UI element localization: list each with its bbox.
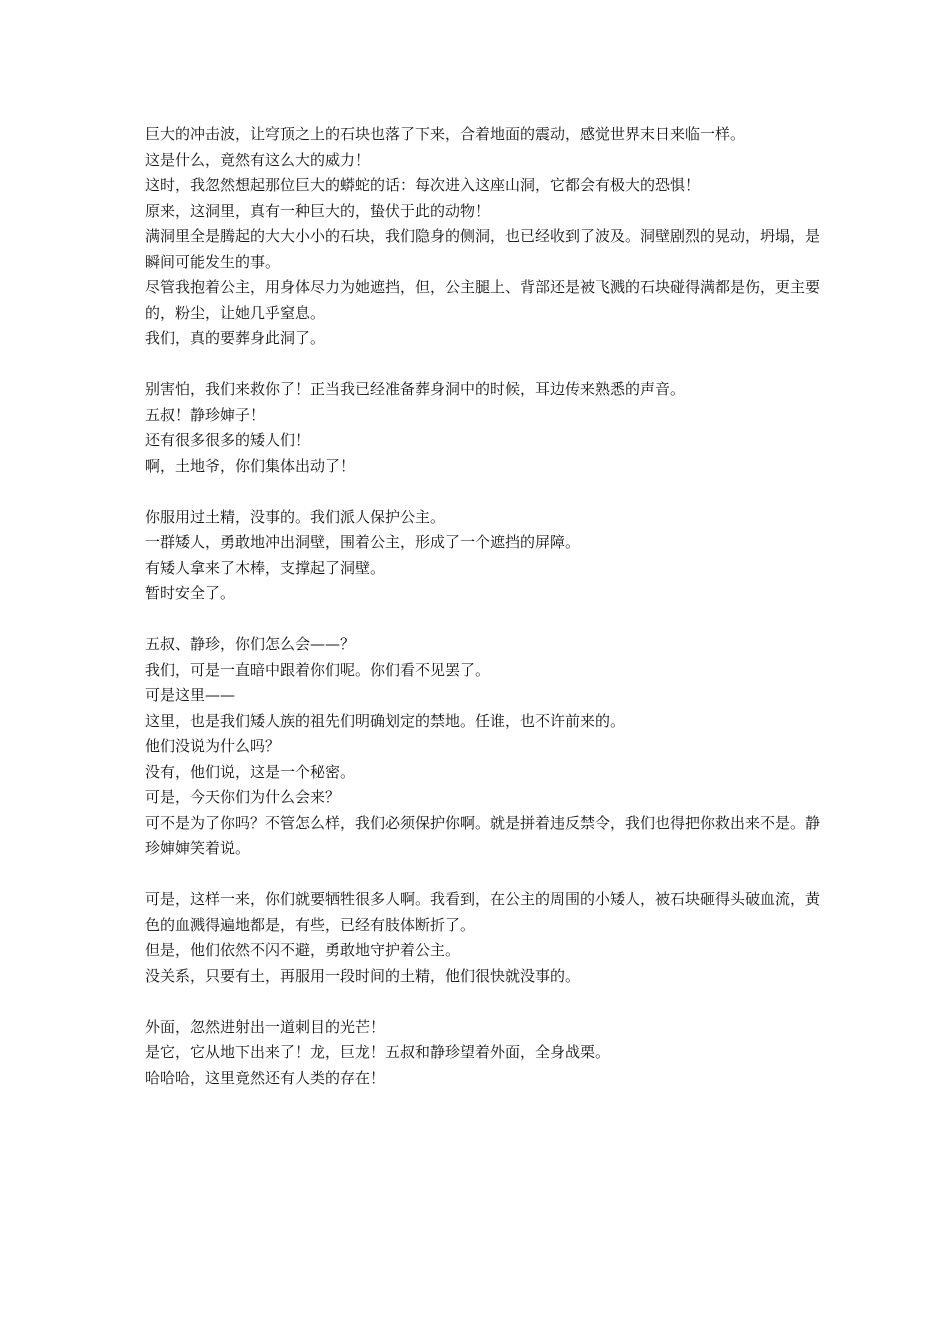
paragraph: 但是，他们依然不闪不避，勇敢地守护着公主。 [145, 941, 461, 959]
paragraph: 巨大的冲击波，让穹顶之上的石块也落了下来，合着地面的震动，感觉世界末日来临一样。 [145, 125, 746, 143]
paragraph: 你服用过土精，没事的。我们派人保护公主。 [145, 507, 446, 526]
paragraph: 别害怕，我们来救你了！正当我已经准备葬身洞中的时候，耳边传来熟悉的声音。 [145, 380, 686, 398]
paragraph: 五叔！静珍婶子！ [145, 405, 266, 424]
paragraph: 我们，真的要葬身此洞了。 [145, 329, 326, 347]
paragraph: 可不是为了你吗？不管怎么样，我们必须保护你啊。就是拼着违反禁令，我们也得把你救出来不是。静珍婶婶笑着说。 [145, 813, 821, 857]
section-gap [145, 862, 825, 888]
paragraph: 这时，我忽然想起那位巨大的蟒蛇的话：每次进入这座山洞，它都会有极大的恐惧！ [145, 176, 701, 194]
section-gap [145, 989, 825, 1015]
paragraph: 一群矮人，勇敢地冲出洞壁，围着公主，形成了一个遮挡的屏障。 [145, 533, 581, 551]
paragraph: 可是这里—— [145, 686, 236, 704]
paragraph: 尽管我抱着公主，用身体尽力为她遮挡，但，公主腿上、背部还是被飞溅的石块碰得满都是伤，更主要的，粉尘，让她几乎窒息。 [145, 278, 821, 322]
paragraph: 是它，它从地下出来了！龙，巨龙！五叔和静珍望着外面，全身战栗。 [145, 1043, 611, 1061]
paragraph: 可是，今天你们为什么会来？ [145, 788, 341, 806]
paragraph: 这里，也是我们矮人族的祖先们明确划定的禁地。任谁，也不许前来的。 [145, 711, 626, 730]
section-gap [145, 607, 825, 633]
paragraph: 我们，可是一直暗中跟着你们呢。你们看不见罢了。 [145, 660, 491, 679]
paragraph: 原来，这洞里，真有一种巨大的，蛰伏于此的动物！ [145, 201, 491, 220]
paragraph: 暂时安全了。 [145, 584, 236, 602]
paragraph: 这是什么，竟然有这么大的威力！ [145, 150, 371, 169]
section-gap [145, 352, 825, 378]
paragraph: 满洞里全是腾起的大大小小的石块，我们隐身的侧洞，也已经收到了波及。洞壁剧烈的晃动，坍塌，是瞬间可能发生的事。 [145, 227, 821, 271]
paragraph: 他们没说为什么吗？ [145, 737, 281, 755]
paragraph: 没关系，只要有土，再服用一段时间的土精，他们很快就没事的。 [145, 966, 581, 985]
paragraph: 有矮人拿来了木棒，支撑起了洞壁。 [145, 558, 386, 577]
paragraph: 五叔、静珍，你们怎么会——？ [145, 635, 356, 653]
document-body [145, 122, 825, 1091]
paragraph: 外面，忽然进射出一道刺目的光芒！ [145, 1017, 386, 1036]
paragraph: 啊，土地爷，你们集体出动了！ [145, 456, 356, 475]
section-gap [145, 479, 825, 505]
paragraph: 可是，这样一来，你们就要牺牲很多人啊。我看到，在公主的周围的小矮人，被石块砸得头破血流，黄色的血溅得遍地都是，有些，已经有肢体断折了。 [145, 890, 821, 934]
paragraph: 没有，他们说，这是一个秘密。 [145, 762, 356, 781]
paragraph: 还有很多很多的矮人们！ [145, 431, 311, 449]
paragraph: 哈哈哈，这里竟然还有人类的存在！ [145, 1068, 386, 1087]
